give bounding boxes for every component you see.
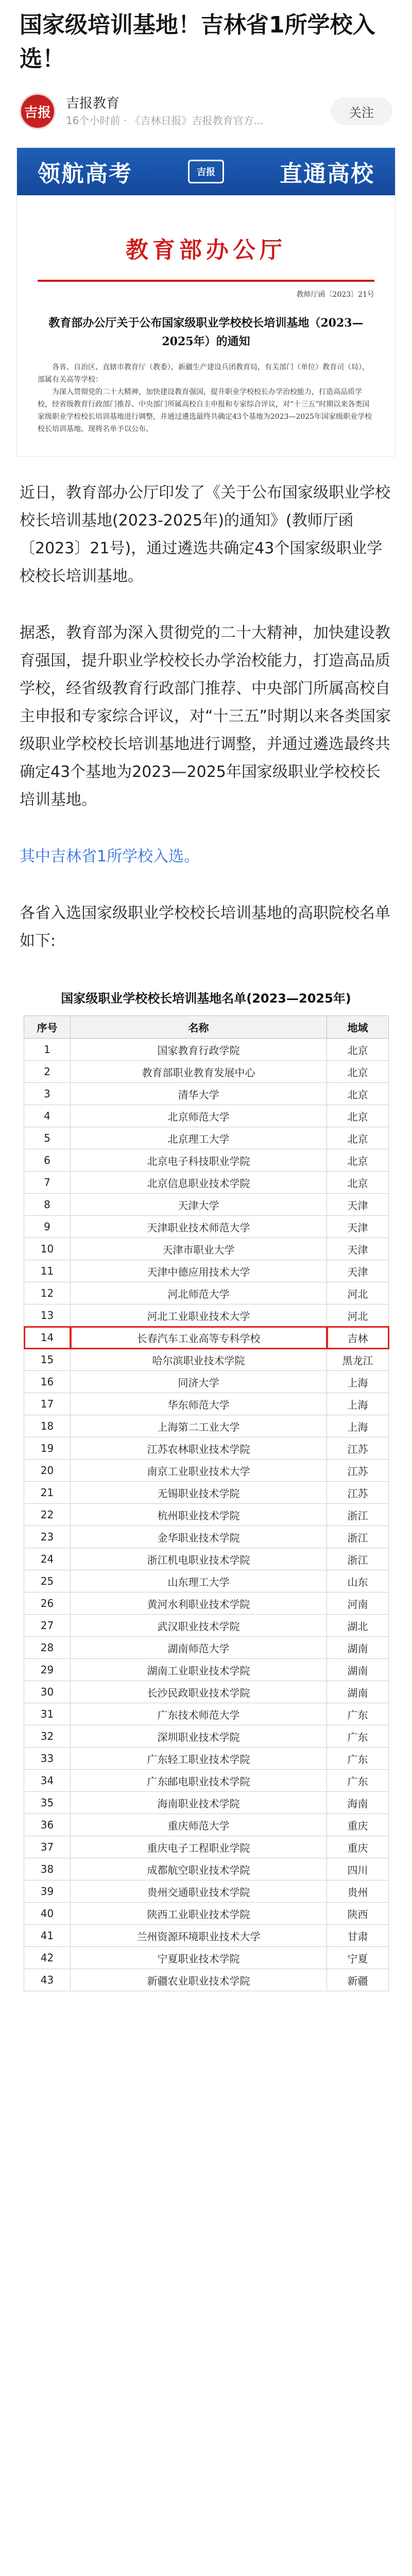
cell-school-name: 哈尔滨职业技术学院 [71,1349,327,1371]
cell-index: 13 [24,1304,71,1327]
banner-left-text: 领航高考 [38,161,132,187]
table-row [24,1304,389,1327]
cell-school-name: 北京电子科技职业学院 [71,1149,327,1172]
cell-index: 26 [24,1592,71,1615]
cell-index: 29 [24,1659,71,1681]
cell-index: 18 [24,1415,71,1437]
cell-school-name: 陕西工业职业技术学院 [71,1903,327,1925]
table-row [24,1105,389,1127]
cell-school-name: 深圳职业技术学院 [71,1725,327,1748]
cell-region: 甘肃 [327,1925,389,1947]
cell-school-name: 无锡职业技术学院 [71,1482,327,1504]
cell-school-name: 天津大学 [71,1194,327,1216]
table-row [24,1903,389,1925]
cell-school-name: 宁夏职业技术学院 [71,1947,327,1969]
cell-index: 42 [24,1947,71,1969]
cell-index: 27 [24,1615,71,1637]
document-body-paragraph: 各省、自治区、直辖市教育厅（教委），新疆生产建设兵团教育局，有关部门（单位）教育司（局），部属有关高等学校： [38,363,369,384]
cell-school-name: 北京理工大学 [71,1127,327,1149]
article-paragraph-intro: 近日，教育部办公厅印发了《关于公布国家级职业学校校长培训基地(2023-2025年)的通知》(教师厅函〔2023〕21号)，通过遴选共确定43个国家级职业学校校长培训基地。 [20,484,390,585]
table-row [24,1880,389,1903]
cell-school-name: 江苏农林职业技术学院 [71,1437,327,1460]
cell-index: 2 [24,1061,71,1083]
article-paragraph-highlight: 其中吉林省1所学校入选。 [20,848,200,866]
cell-region: 广东 [327,1770,389,1792]
cell-index: 1 [24,1039,71,1061]
article-title: 国家级培训基地！吉林省1所学校入选！ [20,12,375,72]
header-region: 地域 [327,1016,389,1039]
cell-index: 28 [24,1637,71,1659]
cell-school-name: 湖南工业职业技术学院 [71,1659,327,1681]
cell-school-name: 山东理工大学 [71,1570,327,1592]
cell-index: 5 [24,1127,71,1149]
table-row [24,1504,389,1526]
notice-document-image[interactable] [16,147,396,456]
author-row [0,76,412,133]
table-row [24,1327,389,1349]
cell-school-name: 南京工业职业技术大学 [71,1460,327,1482]
cell-region: 湖北 [327,1615,389,1637]
cell-index: 7 [24,1172,71,1194]
table-row [24,1194,389,1216]
cell-school-name: 同济大学 [71,1371,327,1393]
document-red-rule [38,280,374,282]
cell-region: 重庆 [327,1836,389,1858]
document-heading: 教育部办公厅关于公布国家级职业学校校长培训基地（2023—2025年）的通知 [48,316,364,348]
cell-school-name: 教育部职业教育发展中心 [71,1061,327,1083]
cell-school-name: 国家教育行政学院 [71,1039,327,1061]
cell-region: 湖南 [327,1659,389,1681]
cell-region: 四川 [327,1858,389,1880]
cell-index: 19 [24,1437,71,1460]
cell-index: 32 [24,1725,71,1748]
table-body [24,1039,389,1991]
table-row [24,1216,389,1238]
cell-index: 14 [24,1327,71,1349]
author-avatar[interactable]: 吉报 [20,93,56,129]
cell-index: 24 [24,1548,71,1570]
cell-region: 湖南 [327,1681,389,1703]
cell-index: 22 [24,1504,71,1526]
cell-school-name: 长春汽车工业高等专科学校 [71,1327,327,1349]
cell-school-name: 新疆农业职业技术学院 [71,1969,327,1991]
table-row [24,1260,389,1282]
table-row [24,1482,389,1504]
cell-index: 38 [24,1858,71,1880]
cell-region: 上海 [327,1371,389,1393]
author-meta [66,94,322,128]
author-name[interactable]: 吉报教育 [66,96,120,111]
cell-region: 天津 [327,1216,389,1238]
cell-region: 贵州 [327,1880,389,1903]
cell-index: 25 [24,1570,71,1592]
table-row [24,1548,389,1570]
cell-index: 20 [24,1460,71,1482]
cell-index: 8 [24,1194,71,1216]
cell-region: 天津 [327,1194,389,1216]
cell-school-name: 长沙民政职业技术学院 [71,1681,327,1703]
cell-index: 41 [24,1925,71,1947]
table-row [24,1570,389,1592]
cell-region: 江苏 [327,1437,389,1460]
cell-school-name: 黄河水利职业技术学院 [71,1592,327,1615]
table-row [24,1149,389,1172]
cell-school-name: 湖南师范大学 [71,1637,327,1659]
cell-region: 海南 [327,1792,389,1814]
cell-school-name: 河北工业职业技术大学 [71,1304,327,1327]
document-reference-number: 教师厅函〔2023〕21号 [296,291,374,299]
table-row [24,1172,389,1194]
document-body [38,361,374,435]
cell-school-name: 广东技术师范大学 [71,1703,327,1725]
cell-school-name: 河北师范大学 [71,1282,327,1304]
cell-region: 河北 [327,1304,389,1327]
cell-school-name: 北京信息职业技术学院 [71,1172,327,1194]
cell-region: 江苏 [327,1460,389,1482]
banner-right-text: 直通高校 [280,161,374,187]
cell-region: 山东 [327,1570,389,1592]
cell-region: 湖南 [327,1637,389,1659]
cell-school-name: 成都航空职业技术学院 [71,1858,327,1880]
author-subtitle: 16个小时前 · 《吉林日报》吉报教育官方... [66,114,264,127]
cell-school-name: 清华大学 [71,1083,327,1105]
table-row [24,1282,389,1304]
table-row [24,1349,389,1371]
cell-school-name: 广东邮电职业技术学院 [71,1770,327,1792]
table-row [24,1460,389,1482]
cell-region: 北京 [327,1039,389,1061]
table-row [24,1061,389,1083]
table-header-row [24,1016,389,1039]
table-row [24,1703,389,1725]
cell-index: 23 [24,1526,71,1548]
table-row [24,1371,389,1393]
cell-region: 天津 [327,1238,389,1260]
table-row [24,1526,389,1548]
cell-index: 35 [24,1792,71,1814]
table-row [24,1969,389,1991]
table-row [24,1039,389,1061]
cell-index: 15 [24,1349,71,1371]
cell-school-name: 兰州资源环境职业技术大学 [71,1925,327,1947]
cell-school-name: 海南职业技术学院 [71,1792,327,1814]
cell-region: 吉林 [327,1327,389,1349]
header-index: 序号 [24,1016,71,1039]
table-row [24,1748,389,1770]
cell-index: 17 [24,1393,71,1415]
cell-index: 16 [24,1371,71,1393]
table-row [24,1637,389,1659]
cell-index: 6 [24,1149,71,1172]
table-row [24,1415,389,1437]
cell-school-name: 杭州职业技术学院 [71,1504,327,1526]
cell-region: 江苏 [327,1482,389,1504]
cell-region: 北京 [327,1083,389,1105]
cell-region: 河南 [327,1592,389,1615]
table-row [24,1770,389,1792]
school-table [24,1015,389,1991]
table-title: 国家级职业学校校长培训基地名单(2023—2025年) [61,991,351,1006]
cell-region: 陕西 [327,1903,389,1925]
cell-index: 4 [24,1105,71,1127]
cell-region: 北京 [327,1172,389,1194]
cell-region: 天津 [327,1260,389,1282]
cell-index: 9 [24,1216,71,1238]
header-name: 名称 [71,1016,327,1039]
cell-region: 广东 [327,1748,389,1770]
cell-region: 广东 [327,1725,389,1748]
cell-school-name: 浙江机电职业技术学院 [71,1548,327,1570]
cell-region: 河北 [327,1282,389,1304]
cell-region: 宁夏 [327,1947,389,1969]
cell-school-name: 华东师范大学 [71,1393,327,1415]
cell-index: 39 [24,1880,71,1903]
document-body-paragraph: 为深入贯彻党的二十大精神，加快建设教育强国，提升职业学校校长办学治校能力，打造高品质学校，经省级教育行政部门推荐、中央部门所属高校自主申报和专家综合评议，对“十三五”时期以来各类国家级职业学校校长培训基地进行调整，并通过遴选最终共确定43个基地为2023—2025年国家级职业学校校长培训基地。现将名单予以公布。 [38,388,372,433]
cell-index: 33 [24,1748,71,1770]
table-row [24,1592,389,1615]
cell-region: 浙江 [327,1504,389,1526]
cell-school-name: 贵州交通职业技术学院 [71,1880,327,1903]
follow-button[interactable]: 关注 [331,97,392,125]
cell-region: 北京 [327,1127,389,1149]
table-row [24,1083,389,1105]
cell-region: 上海 [327,1415,389,1437]
table-row [24,1681,389,1703]
cell-index: 3 [24,1083,71,1105]
table-row [24,1659,389,1681]
cell-school-name: 天津市职业大学 [71,1238,327,1260]
article-paragraph-list-intro: 各省入选国家级职业学校校长培训基地的高职院校名单如下: [20,904,390,950]
table-row [24,1925,389,1947]
school-list-image[interactable] [16,974,396,1991]
cell-region: 重庆 [327,1814,389,1836]
table-row [24,1725,389,1748]
cell-region: 黑龙江 [327,1349,389,1371]
cell-index: 21 [24,1482,71,1504]
promo-banner [17,148,395,195]
banner-logo: 吉报 [188,160,224,183]
cell-region: 浙江 [327,1526,389,1548]
cell-index: 10 [24,1238,71,1260]
document-office-header: 教育部办公厅 [126,237,286,263]
table-row [24,1858,389,1880]
cell-school-name: 北京师范大学 [71,1105,327,1127]
table-row [24,1238,389,1260]
cell-school-name: 金华职业技术学院 [71,1526,327,1548]
cell-region: 上海 [327,1393,389,1415]
cell-school-name: 广东轻工职业技术学院 [71,1748,327,1770]
cell-region: 北京 [327,1149,389,1172]
cell-school-name: 天津中德应用技术大学 [71,1260,327,1282]
document-paper [17,195,395,456]
table-row [24,1615,389,1637]
table-row [24,1792,389,1814]
cell-school-name: 上海第二工业大学 [71,1415,327,1437]
cell-school-name: 重庆师范大学 [71,1814,327,1836]
cell-index: 43 [24,1969,71,1991]
table-row [24,1127,389,1149]
cell-region: 北京 [327,1061,389,1083]
cell-index: 12 [24,1282,71,1304]
cell-index: 34 [24,1770,71,1792]
cell-school-name: 重庆电子工程职业学院 [71,1836,327,1858]
cell-region: 广东 [327,1703,389,1725]
cell-index: 31 [24,1703,71,1725]
cell-school-name: 天津职业技术师范大学 [71,1216,327,1238]
cell-index: 36 [24,1814,71,1836]
cell-region: 新疆 [327,1969,389,1991]
table-row [24,1393,389,1415]
article-paragraph-background: 据悉，教育部为深入贯彻党的二十大精神，加快建设教育强国，提升职业学校校长办学治校能力，打造高品质学校，经省级教育行政部门推荐、中央部门所属高校自主申报和专家综合评议，对“十三五”时期以来各类国家级职业学校校长培训基地进行调整，并通过遴选最终共确定43个基地为2023—2025年国家级职业学校校长培训基地。 [20,624,391,809]
cell-region: 浙江 [327,1548,389,1570]
cell-school-name: 武汉职业技术学院 [71,1615,327,1637]
table-row [24,1814,389,1836]
table-row [24,1836,389,1858]
table-row [24,1947,389,1969]
cell-index: 37 [24,1836,71,1858]
cell-region: 北京 [327,1105,389,1127]
cell-index: 30 [24,1681,71,1703]
cell-index: 40 [24,1903,71,1925]
cell-index: 11 [24,1260,71,1282]
table-row [24,1437,389,1460]
